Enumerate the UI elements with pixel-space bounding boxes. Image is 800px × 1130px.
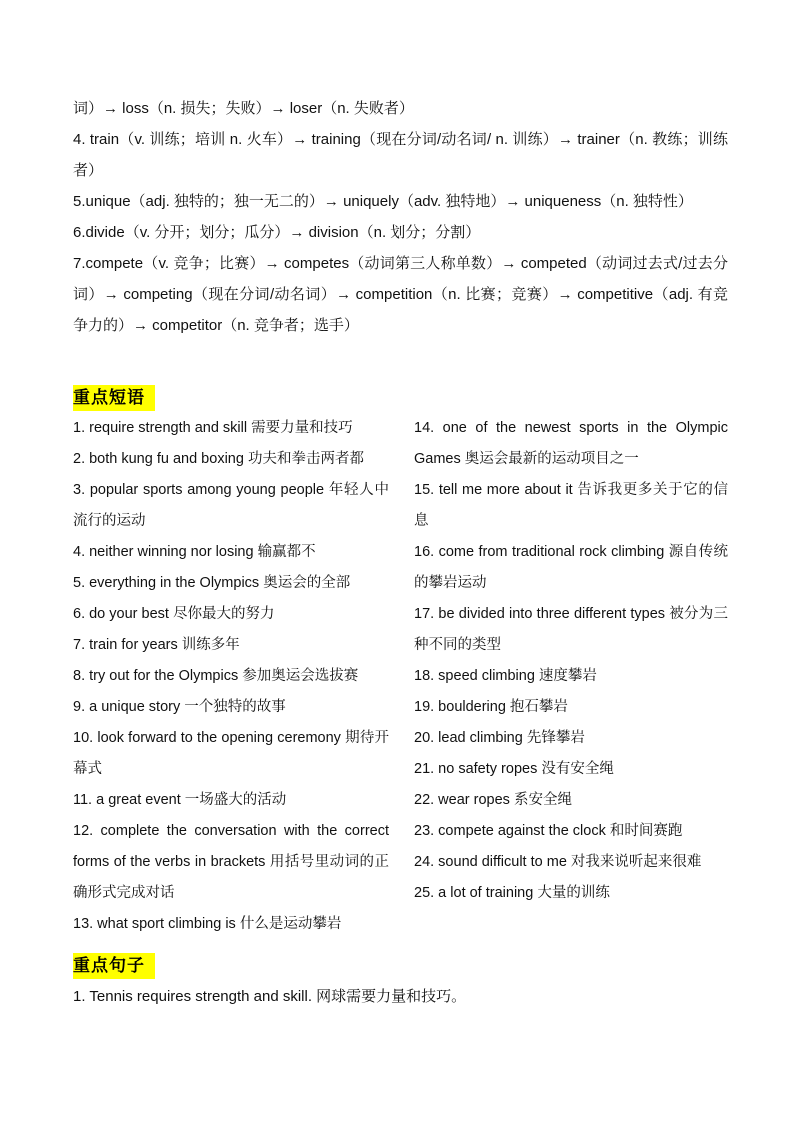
phrase-item: 22. wear ropes 系安全绳	[414, 792, 572, 808]
phrase-item: 19. bouldering 抱石攀岩	[414, 699, 568, 715]
vocab-line: 词）→ loss（n. 损失；失败）→ loser（n. 失败者）	[73, 100, 414, 117]
phrase-item: 8. try out for the Olympics 参加奥运会选拔赛	[73, 668, 359, 684]
vocabulary-section	[73, 93, 728, 341]
phrase-item: 18. speed climbing 速度攀岩	[414, 668, 597, 684]
phrase-item: 13. what sport climbing is 什么是运动攀岩	[73, 916, 342, 932]
vocab-line: 5.unique（adj. 独特的；独一无二的）→ uniquely（adv. 独特地）→ uniqueness（n. 独特性）	[73, 193, 693, 210]
phrases-left-column	[73, 413, 389, 940]
phrase-item: 23. compete against the clock 和时间赛跑	[414, 823, 683, 839]
phrase-item: 21. no safety ropes 没有安全绳	[414, 761, 614, 777]
phrases-right-column	[414, 413, 728, 909]
vocab-line: 6.divide（v. 分开；划分；瓜分）→ division（n. 划分；分割）	[73, 224, 481, 241]
phrase-item: 11. a great event 一场盛大的活动	[73, 792, 287, 808]
phrase-item: 17. be divided into three different types 被分为三种不同的类型	[414, 606, 728, 653]
sentence-item: 1. Tennis requires strength and skill. 网球需要力量和技巧。	[73, 988, 467, 1005]
phrase-item: 2. both kung fu and boxing 功夫和拳击两者都	[73, 451, 364, 467]
phrase-item: 9. a unique story 一个独特的故事	[73, 699, 286, 715]
vocab-line: 4. train（v. 训练；培训 n. 火车）→ training（现在分词/动名词/ n. 训练）→ trainer（n. 教练；训练者）	[73, 131, 728, 179]
vocab-line: 7.compete（v. 竞争；比赛）→ competes（动词第三人称单数）→ competed（动词过去式/过去分词）→ competing（现在分词/动名词）→ competition（n. 比赛；竞赛）→ competitive（adj. 有竞争力的）→ competitor（n. 竞争者；选手）	[73, 255, 728, 334]
phrases-heading: 重点短语	[73, 385, 155, 411]
phrase-item: 1. require strength and skill 需要力量和技巧	[73, 420, 353, 436]
phrase-item: 25. a lot of training 大量的训练	[414, 885, 610, 901]
phrase-item: 24. sound difficult to me 对我来说听起来很难	[414, 854, 702, 870]
phrase-item: 5. everything in the Olympics 奥运会的全部	[73, 575, 351, 591]
phrase-item: 10. look forward to the opening ceremony 期待开幕式	[73, 730, 389, 777]
phrase-item: 12. complete the conversation with the correct forms of the verbs in brackets 用括号里动词的正确形式完成对话	[73, 823, 389, 901]
phrase-item: 14. one of the newest sports in the Olympic Games 奥运会最新的运动项目之一	[414, 420, 728, 467]
phrase-item: 20. lead climbing 先锋攀岩	[414, 730, 585, 746]
sentences-heading: 重点句子	[73, 953, 155, 979]
phrase-item: 4. neither winning nor losing 输赢都不	[73, 544, 316, 560]
phrase-item: 16. come from traditional rock climbing 源自传统的攀岩运动	[414, 544, 728, 591]
phrase-item: 15. tell me more about it 告诉我更多关于它的信息	[414, 482, 728, 529]
phrase-item: 3. popular sports among young people 年轻人中流行的运动	[73, 482, 389, 529]
phrase-item: 7. train for years 训练多年	[73, 637, 240, 653]
phrase-item: 6. do your best 尽你最大的努力	[73, 606, 275, 622]
sentences-section	[73, 981, 728, 1012]
